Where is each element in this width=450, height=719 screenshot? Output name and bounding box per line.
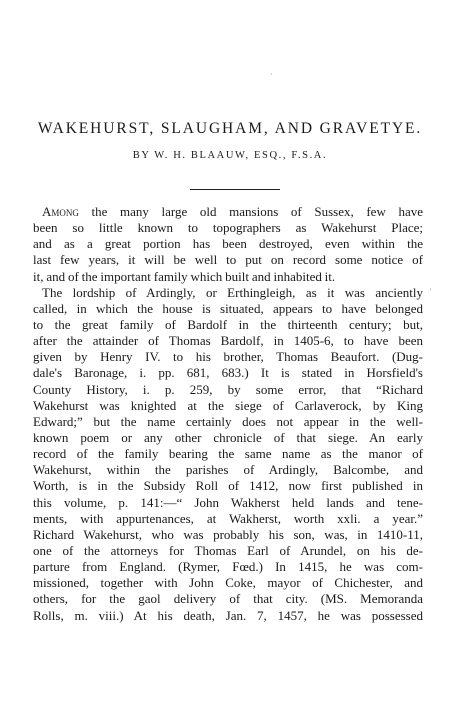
line-text: after the attainder of Thomas Bardolf, in 1405-6, to have been: [33, 333, 423, 349]
line-text: County History, i. p. 259, by some error, that “Richard: [33, 381, 423, 397]
line-text: Edward;” but the name certainly does not appear in the well-: [33, 413, 423, 429]
line-text: it, and of the important family which built and inhabited it.: [33, 268, 336, 284]
text-line: [33, 317, 423, 333]
line-text: parture from England. (Rymer, Fœd.) In 1415, he was com-: [33, 559, 423, 575]
section-divider: [190, 189, 280, 190]
margin-speck: ': [430, 287, 432, 296]
line-text: and as a great portion has been destroyed, even within the: [33, 236, 423, 252]
line-text: the many large old mansions of Sussex, few have: [78, 204, 423, 219]
line-text: this volume, p. 141:—“ John Wakherst held lands and tene-: [33, 494, 423, 510]
line-text: given by Henry IV. to his brother, Thomas Beaufort. (Dug-: [33, 349, 423, 365]
text-line: [33, 285, 423, 301]
line-text: Wakehurst was knighted at the siege of Carlaverock, by King: [33, 397, 423, 413]
text-line: [33, 414, 423, 430]
text-line: [33, 495, 423, 511]
text-line: [33, 301, 423, 317]
page-speck: ·: [270, 70, 273, 79]
text-line: [33, 220, 423, 236]
line-text: to the great family of Bardolf in the thirteenth century; but,: [33, 316, 423, 332]
text-line: [33, 575, 423, 591]
text-line: [33, 543, 423, 559]
line-text: Richard Wakehurst, who was probably his son, was, in 1410-11,: [33, 526, 423, 542]
text-line: [33, 269, 423, 285]
text-line: [33, 559, 423, 575]
text-line: [33, 349, 423, 365]
line-text: one of the attorneys for Thomas Earl of Arundel, on his de-: [33, 542, 423, 558]
text-line: [33, 511, 423, 527]
text-line: [33, 204, 423, 220]
text-line: [33, 478, 423, 494]
line-text: known poem or any other chronicle of that siege. An early: [33, 429, 423, 445]
line-text: ments, with appurtenances, at Wakherst, worth xxli. a year.”: [33, 510, 423, 526]
text-line: [33, 382, 423, 398]
text-line: [33, 462, 423, 478]
article-byline: BY W. H. BLAAUW, ESQ., F.S.A.: [132, 150, 328, 161]
article-body: [33, 204, 423, 624]
line-text: Rolls, m. viii.) At his death, Jan. 7, 1457, he was possessed: [33, 607, 423, 623]
text-line: [33, 398, 423, 414]
line-text: last few years, it will be well to put on record some notice of: [33, 252, 423, 268]
text-line: [33, 608, 423, 624]
line-text: Worth, is in the Subsidy Roll of 1412, now first published in: [33, 478, 423, 494]
text-line: [33, 365, 423, 381]
text-line: [33, 252, 423, 268]
line-text: been so little known to topographers as Wakehurst Place;: [33, 220, 423, 236]
line-text: The lordship of Ardingly, or Erthingleigh, as it was anciently: [42, 284, 423, 300]
text-line: [33, 430, 423, 446]
line-text: others, for the gaol delivery of that city. (MS. Memoranda: [33, 591, 423, 607]
article-title: WAKEHURST, SLAUGHAM, AND GRAVETYE.: [37, 120, 423, 137]
line-text: Wakehurst, within the parishes of Ardingly, Balcombe, and: [33, 462, 423, 478]
drop-lead-word: Among: [42, 204, 79, 219]
line-text: called, in which the house is situated, appears to have belonged: [33, 300, 423, 316]
text-line: [33, 446, 423, 462]
line-text: record of the family bearing the same name as the manor of: [33, 446, 423, 462]
line-text: dale's Baronage, i. pp. 681, 683.) It is stated in Horsfield's: [33, 365, 423, 381]
text-line: [33, 333, 423, 349]
text-line: [33, 591, 423, 607]
text-line: [33, 236, 423, 252]
line-text: missioned, together with John Coke, mayor of Chichester, and: [33, 575, 423, 591]
text-line: [33, 527, 423, 543]
